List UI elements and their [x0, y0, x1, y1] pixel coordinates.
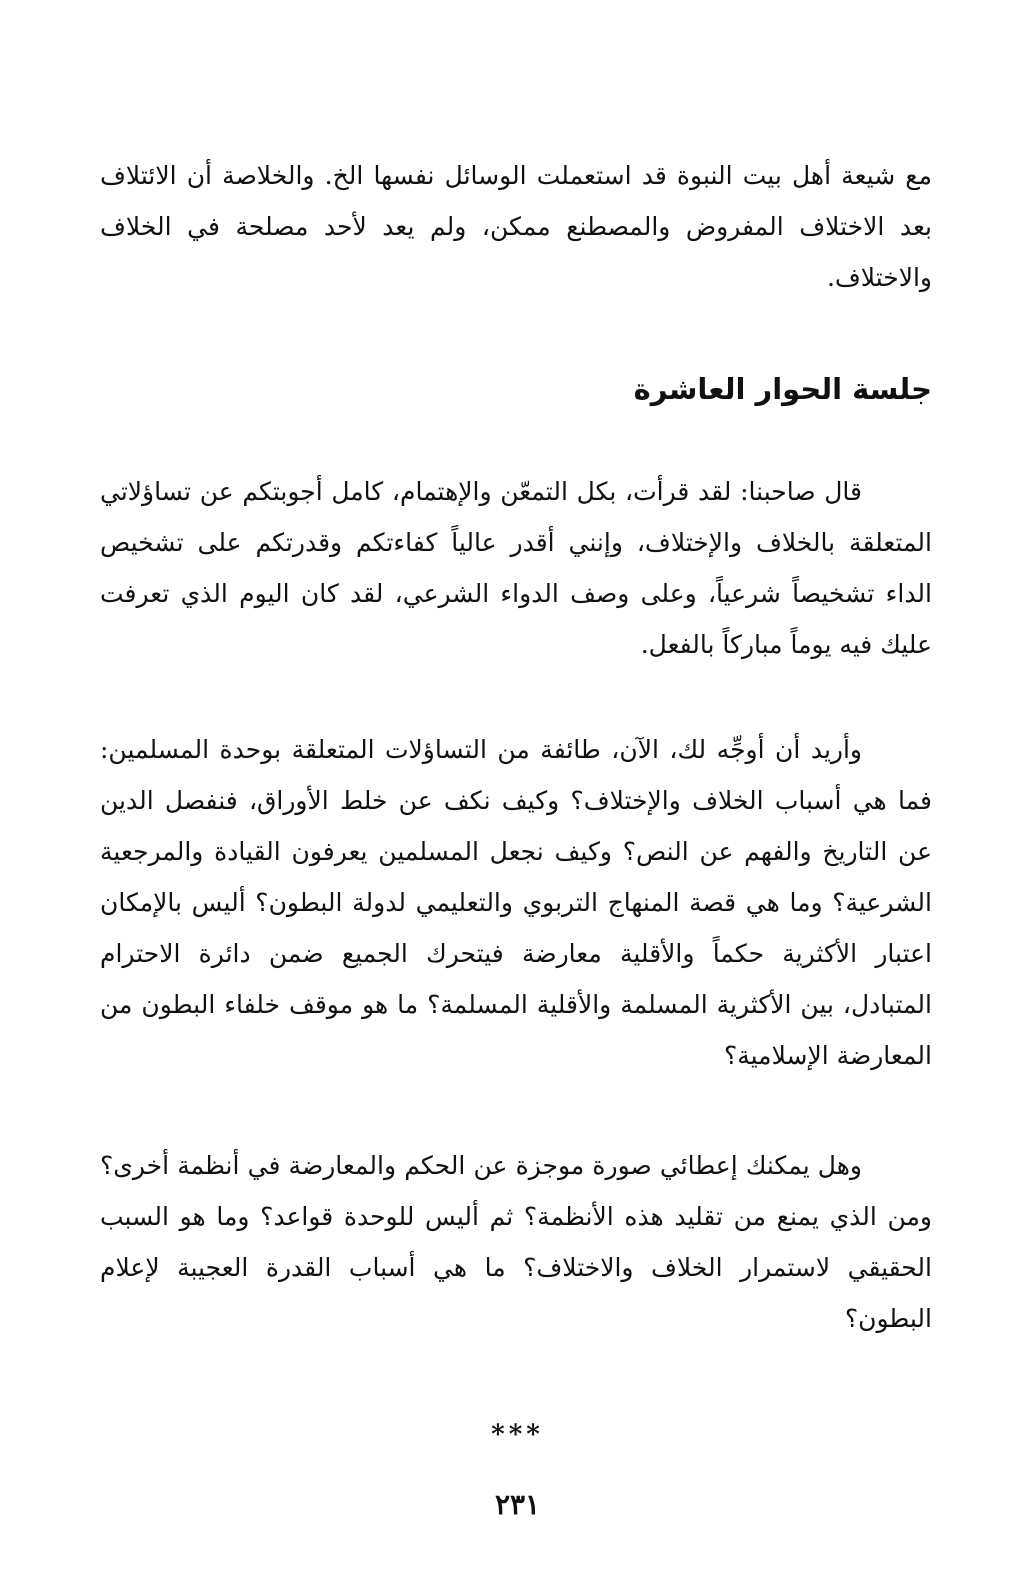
paragraph-1: قال صاحبنا: لقد قرأت، بكل التمعّن والإهتمام، كامل أجوبتكم عن تساؤلاتي المتعلقة بالخلاف والإختلاف، وإنني أقدر عالياً كفاءتكم وقدرتكم على تشخيص الداء تشخيصاً شرعياً، وعلى وصف الدواء الشرعي، لقد كان اليوم الذي تعرفت عليك فيه يوماً مباركاً بالفعل. [100, 477, 932, 659]
intro-paragraph: مع شيعة أهل بيت النبوة قد استعملت الوسائل نفسها الخ. والخلاصة أن الائتلاف بعد الاختلاف المفروض والمصطنع ممكن، ولم يعد لأحد مصلحة في الخلاف والاختلاف. [100, 161, 932, 292]
page-number: ٢٣١ [494, 1488, 541, 1521]
paragraph-3: وهل يمكنك إعطائي صورة موجزة عن الحكم والمعارضة في أنظمة أخرى؟ ومن الذي يمنع من تقليد هذه الأنظمة؟ ثم أليس للوحدة قواعد؟ وما هو السبب الحقيقي لاستمرار الخلاف والاختلاف؟ ما هي أسباب القدرة العجيبة لإعلام البطون؟ [100, 1151, 932, 1333]
section-heading: جلسة الحوار العاشرة [633, 372, 932, 406]
paragraph-2: وأريد أن أوجِّه لك، الآن، طائفة من التساؤلات المتعلقة بوحدة المسلمين: فما هي أسباب الخلاف والإختلاف؟ وكيف نكف عن خلط الأوراق، فنفصل الدين عن التاريخ والفهم عن النص؟ وكيف نجعل المسلمين يعرفون القيادة والمرجعية الشرعية؟ وما هي قصة المنهاج التربوي والتعليمي لدولة البطون؟ أليس بالإمكان اعتبار الأكثرية حكماً والأقلية معارضة فيتحرك الجميع ضمن دائرة الاحترام المتبادل، بين الأكثرية المسلمة والأقلية المسلمة؟ ما هو موقف خلفاء البطون من المعارضة الإسلامية؟ [100, 735, 932, 1070]
section-separator: *** [491, 1420, 544, 1450]
